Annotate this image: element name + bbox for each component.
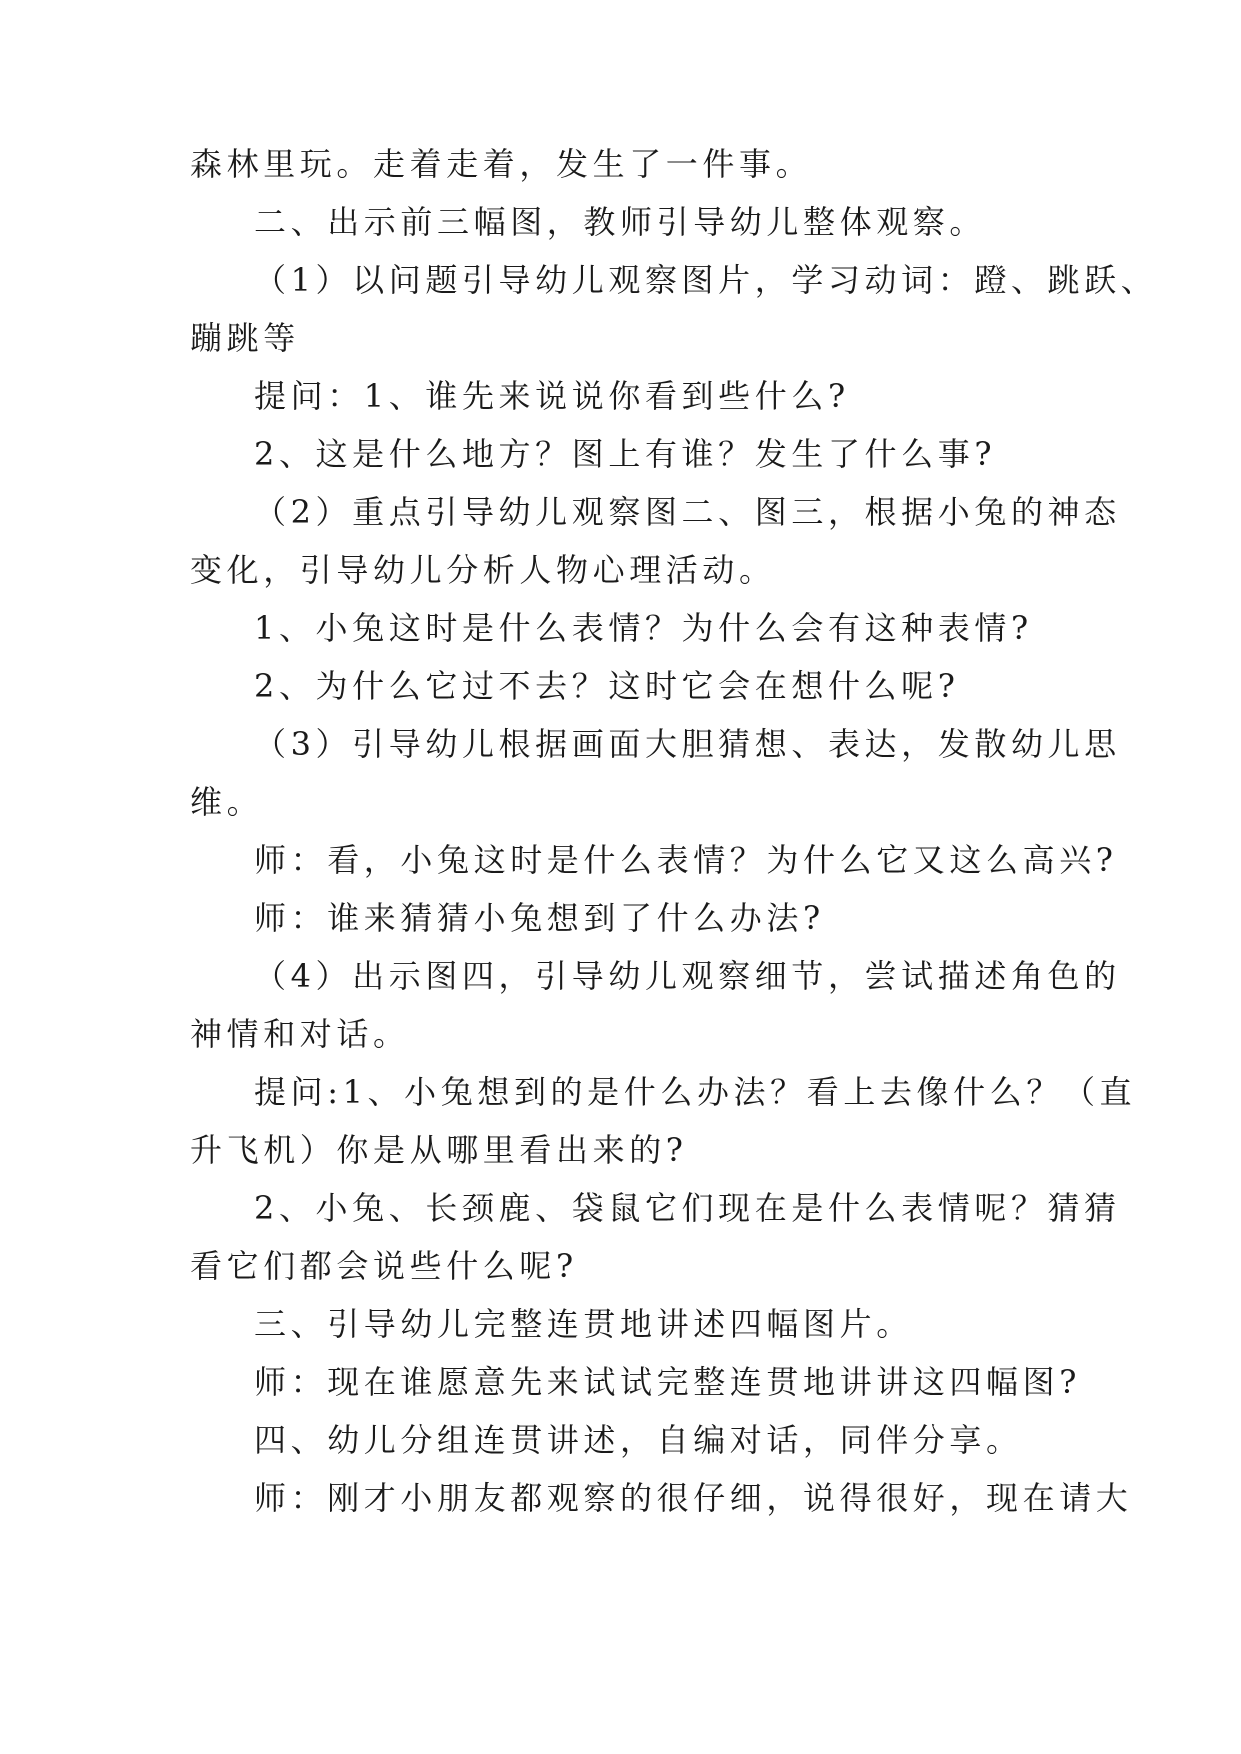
text-line: （2）重点引导幼儿观察图二、图三，根据小兔的神态 (254, 493, 1121, 531)
text-line: 神情和对话。 (190, 1015, 410, 1053)
text-line: 三、引导幼儿完整连贯地讲述四幅图片。 (254, 1305, 913, 1343)
text-line: 蹦跳等 (190, 319, 300, 357)
text-line: 师：现在谁愿意先来试试完整连贯地讲讲这四幅图? (254, 1363, 1081, 1401)
text-line: 2、这是什么地方？图上有谁？发生了什么事? (254, 435, 997, 473)
text-line: （3）引导幼儿根据画面大胆猜想、表达，发散幼儿思 (254, 725, 1121, 763)
text-line: 四、幼儿分组连贯讲述，自编对话，同伴分享。 (254, 1421, 1023, 1459)
text-line: 师：谁来猜猜小兔想到了什么办法? (254, 899, 825, 937)
text-line: 师：看，小兔这时是什么表情？为什么它又这么高兴? (254, 841, 1118, 879)
text-line: 升飞机）你是从哪里看出来的? (190, 1131, 688, 1169)
text-line: （4）出示图四，引导幼儿观察细节，尝试描述角色的 (254, 957, 1121, 995)
text-line: 变化，引导幼儿分析人物心理活动。 (190, 551, 776, 589)
text-line: 提问：1、谁先来说说你看到些什么? (254, 377, 850, 415)
text-line: 2、小兔、长颈鹿、袋鼠它们现在是什么表情呢？猜猜 (254, 1189, 1121, 1227)
text-line: 森林里玩。走着走着，发生了一件事。 (190, 145, 813, 183)
text-line: 师：刚才小朋友都观察的很仔细，说得很好，现在请大 (254, 1479, 1133, 1517)
text-line: 二、出示前三幅图，教师引导幼儿整体观察。 (254, 203, 987, 241)
text-line: 提问:1、小兔想到的是什么办法？看上去像什么？（直 (254, 1073, 1137, 1111)
text-line: （1）以问题引导幼儿观察图片，学习动词：蹬、跳跃、 (254, 261, 1158, 299)
text-line: 1、小兔这时是什么表情？为什么会有这种表情? (254, 609, 1033, 647)
text-line: 维。 (190, 783, 264, 821)
text-line: 看它们都会说些什么呢? (190, 1247, 578, 1285)
text-line: 2、为什么它过不去？这时它会在想什么呢? (254, 667, 960, 705)
